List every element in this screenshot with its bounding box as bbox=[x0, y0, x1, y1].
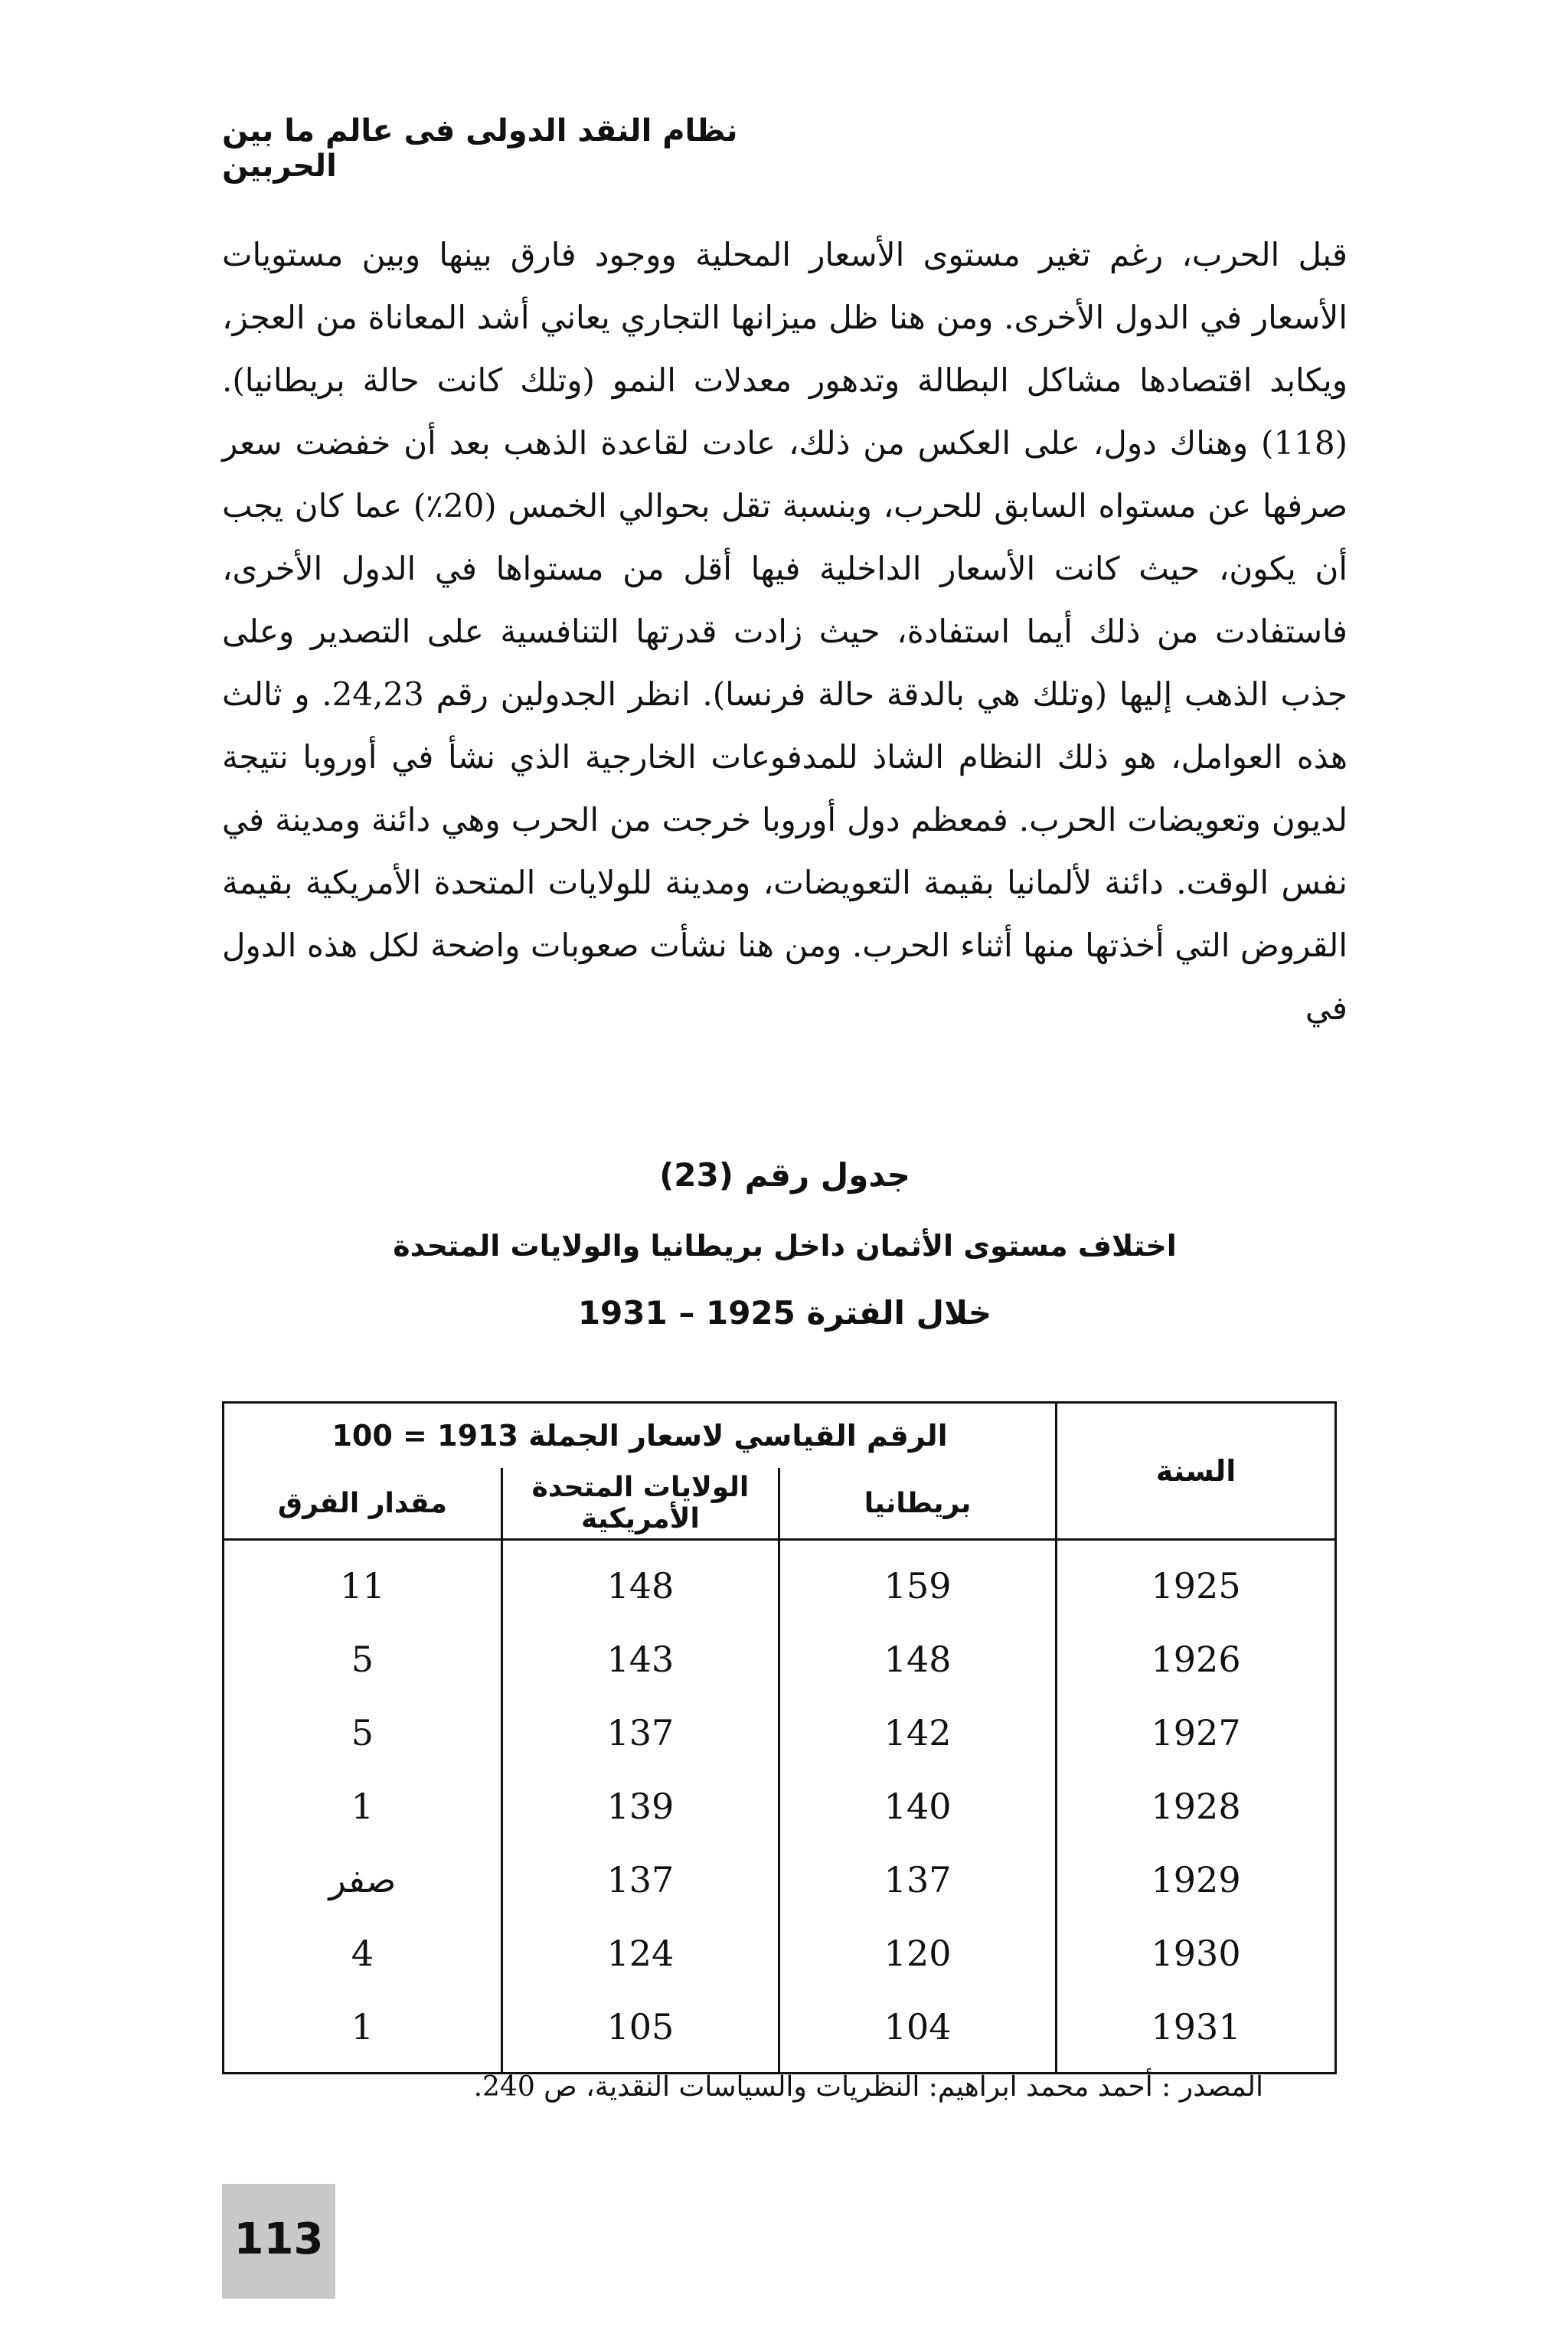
diff-cell: 1 bbox=[224, 1770, 502, 1843]
diff-cell: 4 bbox=[224, 1917, 502, 1990]
running-head-text: نظام النقد الدولى فى عالم ما بين الحربين bbox=[222, 113, 738, 184]
britain-cell: 137 bbox=[779, 1843, 1057, 1917]
year-cell: 1927 bbox=[1057, 1696, 1336, 1770]
table-subtitle: اختلاف مستوى الأثمان داخل بريطانيا والولايات المتحدة bbox=[393, 1229, 1177, 1263]
britain-cell: 142 bbox=[779, 1696, 1057, 1770]
usa-cell: 148 bbox=[501, 1540, 779, 1623]
year-cell: 1928 bbox=[1057, 1770, 1336, 1843]
diff-column-header: مقدار الفرق bbox=[224, 1468, 502, 1540]
year-cell: 1931 bbox=[1057, 1990, 1336, 2074]
paragraph-text: قبل الحرب، رغم تغير مستوى الأسعار المحلية ووجود فارق بينها وبين مستويات الأسعار في الدول الأخرى. ومن هنا ظل ميزانها التجاري يعاني أشد المعاناة من العجز، ويكابد اقتصادها مشاكل البطالة وتدهور معدلات النمو (وتلك كانت حالة بريطانيا). (118) وهناك دول، على العكس من ذلك، عادت لقاعدة الذهب بعد أن خفضت سعر صرفها عن مستواه السابق للحرب، وبنسبة تقل بحوالي الخمس (20٪) عما كان يجب أن يكون، حيث كانت الأسعار الداخلية فيها أقل من مستواها في الدول الأخرى، فاستفادت من ذلك أيما استفادة، حيث زادت قدرتها التنافسية على التصدير وعلى جذب الذهب إليها (وتلك هي بالدقة حالة فرنسا). انظر الجدولين رقم 24,23. و ثالث هذه العوامل، هو ذلك النظام الشاذ للمدفوعات الخارجية الذي نشأ في أوروبا نتيجة لديون وتعويضات الحرب. فمعظم دول أوروبا خرجت من الحرب وهي دائنة ومدينة في نفس الوقت. دائنة لألمانيا بقيمة التعويضات، ومدينة للولايات المتحدة الأمريكية بقيمة القروض التي أخذتها منها أثناء الحرب. ومن هنا نشأت صعوبات واضحة لكل هذه الدول في bbox=[222, 236, 1348, 1027]
year-cell: 1930 bbox=[1057, 1917, 1336, 1990]
usa-column-header: الولايات المتحدة الأمريكية bbox=[501, 1468, 779, 1540]
table-row bbox=[224, 1696, 1336, 1770]
table-row bbox=[224, 1990, 1336, 2074]
running-head bbox=[222, 113, 835, 184]
page-number-box bbox=[222, 2184, 335, 2299]
diff-cell: 5 bbox=[224, 1623, 502, 1696]
britain-cell: 148 bbox=[779, 1623, 1057, 1696]
table-row bbox=[224, 1540, 1336, 1623]
table-period: خلال الفترة 1925 – 1931 bbox=[577, 1294, 992, 1332]
diff-cell: 5 bbox=[224, 1696, 502, 1770]
year-cell: 1929 bbox=[1057, 1843, 1336, 1917]
table-row bbox=[224, 1843, 1336, 1917]
diff-cell: 11 bbox=[224, 1540, 502, 1623]
britain-cell: 159 bbox=[779, 1540, 1057, 1623]
usa-cell: 105 bbox=[501, 1990, 779, 2074]
britain-column-header: بريطانيا bbox=[779, 1468, 1057, 1540]
year-column-header: السنة bbox=[1057, 1403, 1336, 1540]
diff-cell: 1 bbox=[224, 1990, 502, 2074]
usa-cell: 124 bbox=[501, 1917, 779, 1990]
table-title: جدول رقم (23) bbox=[659, 1156, 910, 1194]
table-row bbox=[224, 1623, 1336, 1696]
britain-cell: 104 bbox=[779, 1990, 1057, 2074]
usa-cell: 137 bbox=[501, 1696, 779, 1770]
index-group-header: الرقم القياسي لاسعار الجملة 1913 = 100 bbox=[224, 1403, 1057, 1469]
usa-cell: 143 bbox=[501, 1623, 779, 1696]
usa-cell: 137 bbox=[501, 1843, 779, 1917]
source-note: المصدر : أحمد محمد ابراهيم: النظريات والسياسات النقدية، ص 240. bbox=[473, 2071, 1263, 2103]
body-paragraph bbox=[222, 224, 1348, 1040]
britain-cell: 120 bbox=[779, 1917, 1057, 1990]
table-row bbox=[224, 1917, 1336, 1990]
year-cell: 1926 bbox=[1057, 1623, 1336, 1696]
table-row bbox=[224, 1770, 1336, 1843]
page-number: 113 bbox=[234, 2214, 324, 2264]
usa-cell: 139 bbox=[501, 1770, 779, 1843]
year-cell: 1925 bbox=[1057, 1540, 1336, 1623]
britain-cell: 140 bbox=[779, 1770, 1057, 1843]
diff-cell: صفر bbox=[224, 1843, 502, 1917]
price-index-table bbox=[222, 1401, 1337, 2074]
